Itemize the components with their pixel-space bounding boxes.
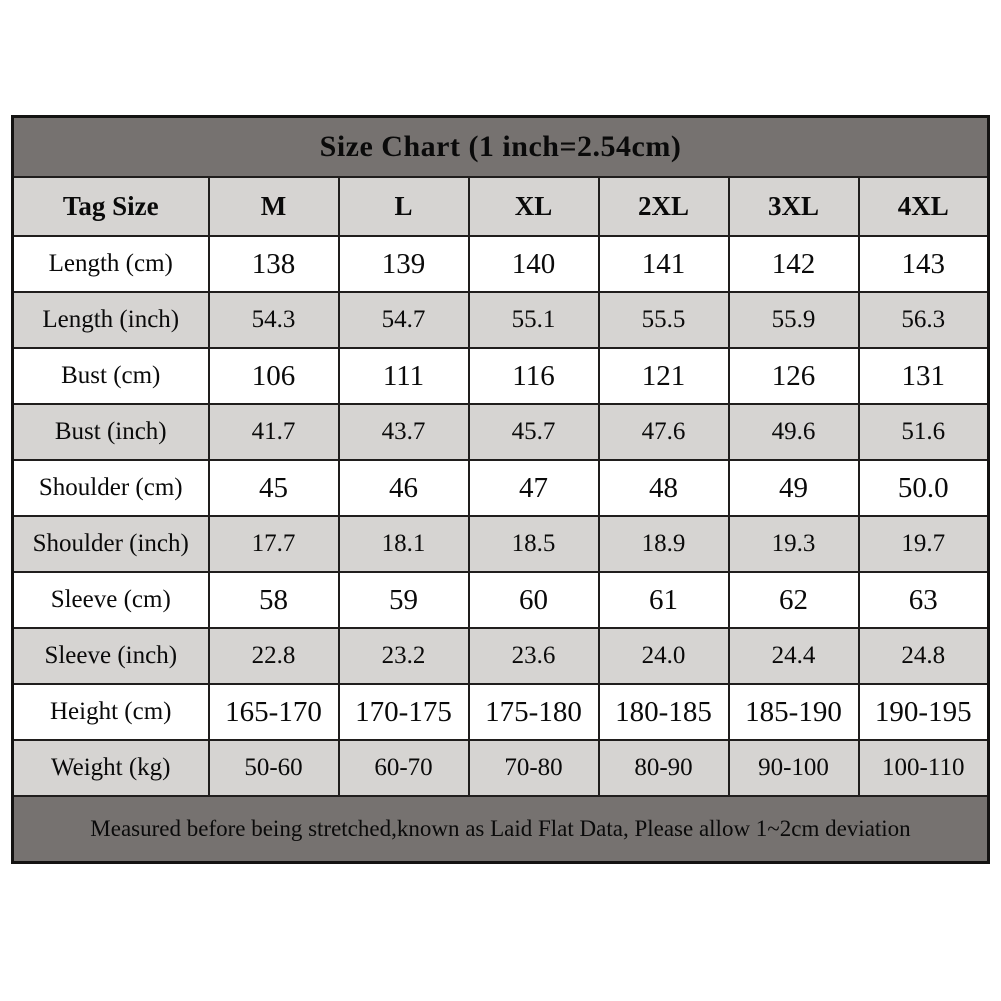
cell: 24.0 (599, 628, 729, 684)
row-label: Bust (inch) (13, 404, 209, 460)
cell: 41.7 (209, 404, 339, 460)
column-header-l: L (339, 177, 469, 236)
table-row-sleeve-inch (13, 628, 989, 684)
cell: 185-190 (729, 684, 859, 740)
row-label: Shoulder (inch) (13, 516, 209, 572)
cell: 47.6 (599, 404, 729, 460)
cell: 138 (209, 236, 339, 292)
cell: 48 (599, 460, 729, 516)
cell: 100-110 (859, 740, 989, 796)
cell: 190-195 (859, 684, 989, 740)
column-header-2xl: 2XL (599, 177, 729, 236)
cell: 56.3 (859, 292, 989, 348)
cell: 59 (339, 572, 469, 628)
cell: 50.0 (859, 460, 989, 516)
cell: 63 (859, 572, 989, 628)
column-header-tag-size: Tag Size (13, 177, 209, 236)
measurement-note: Measured before being stretched,known as Laid Flat Data, Please allow 1~2cm deviation (13, 796, 989, 863)
column-header-3xl: 3XL (729, 177, 859, 236)
title-row (13, 117, 989, 178)
cell: 50-60 (209, 740, 339, 796)
row-label: Shoulder (cm) (13, 460, 209, 516)
column-header-m: M (209, 177, 339, 236)
cell: 170-175 (339, 684, 469, 740)
cell: 18.5 (469, 516, 599, 572)
cell: 55.9 (729, 292, 859, 348)
table-row-shoulder-cm (13, 460, 989, 516)
cell: 23.6 (469, 628, 599, 684)
cell: 49 (729, 460, 859, 516)
row-label: Bust (cm) (13, 348, 209, 404)
cell: 43.7 (339, 404, 469, 460)
cell: 18.1 (339, 516, 469, 572)
row-label: Sleeve (inch) (13, 628, 209, 684)
column-header-4xl: 4XL (859, 177, 989, 236)
cell: 19.7 (859, 516, 989, 572)
header-row (13, 177, 989, 236)
cell: 55.1 (469, 292, 599, 348)
cell: 23.2 (339, 628, 469, 684)
cell: 60-70 (339, 740, 469, 796)
cell: 19.3 (729, 516, 859, 572)
size-chart-table (11, 115, 990, 864)
row-label: Length (cm) (13, 236, 209, 292)
size-chart (11, 115, 990, 864)
cell: 90-100 (729, 740, 859, 796)
cell: 24.4 (729, 628, 859, 684)
table-row-bust-inch (13, 404, 989, 460)
cell: 18.9 (599, 516, 729, 572)
cell: 17.7 (209, 516, 339, 572)
cell: 126 (729, 348, 859, 404)
cell: 54.7 (339, 292, 469, 348)
table-row-shoulder-inch (13, 516, 989, 572)
cell: 165-170 (209, 684, 339, 740)
cell: 140 (469, 236, 599, 292)
cell: 55.5 (599, 292, 729, 348)
table-row-length-cm (13, 236, 989, 292)
cell: 61 (599, 572, 729, 628)
cell: 70-80 (469, 740, 599, 796)
cell: 49.6 (729, 404, 859, 460)
table-row-sleeve-cm (13, 572, 989, 628)
cell: 45.7 (469, 404, 599, 460)
cell: 139 (339, 236, 469, 292)
cell: 131 (859, 348, 989, 404)
column-header-xl: XL (469, 177, 599, 236)
cell: 116 (469, 348, 599, 404)
cell: 46 (339, 460, 469, 516)
cell: 175-180 (469, 684, 599, 740)
cell: 58 (209, 572, 339, 628)
row-label: Weight (kg) (13, 740, 209, 796)
cell: 111 (339, 348, 469, 404)
row-label: Height (cm) (13, 684, 209, 740)
cell: 47 (469, 460, 599, 516)
cell: 80-90 (599, 740, 729, 796)
table-row-length-inch (13, 292, 989, 348)
cell: 24.8 (859, 628, 989, 684)
cell: 142 (729, 236, 859, 292)
table-row-height-cm (13, 684, 989, 740)
cell: 141 (599, 236, 729, 292)
table-row-weight-kg (13, 740, 989, 796)
row-label: Length (inch) (13, 292, 209, 348)
cell: 121 (599, 348, 729, 404)
cell: 143 (859, 236, 989, 292)
table-row-bust-cm (13, 348, 989, 404)
chart-title: Size Chart (1 inch=2.54cm) (13, 117, 989, 178)
cell: 62 (729, 572, 859, 628)
cell: 54.3 (209, 292, 339, 348)
row-label: Sleeve (cm) (13, 572, 209, 628)
cell: 106 (209, 348, 339, 404)
cell: 180-185 (599, 684, 729, 740)
cell: 60 (469, 572, 599, 628)
cell: 51.6 (859, 404, 989, 460)
cell: 45 (209, 460, 339, 516)
footer-row (13, 796, 989, 863)
cell: 22.8 (209, 628, 339, 684)
